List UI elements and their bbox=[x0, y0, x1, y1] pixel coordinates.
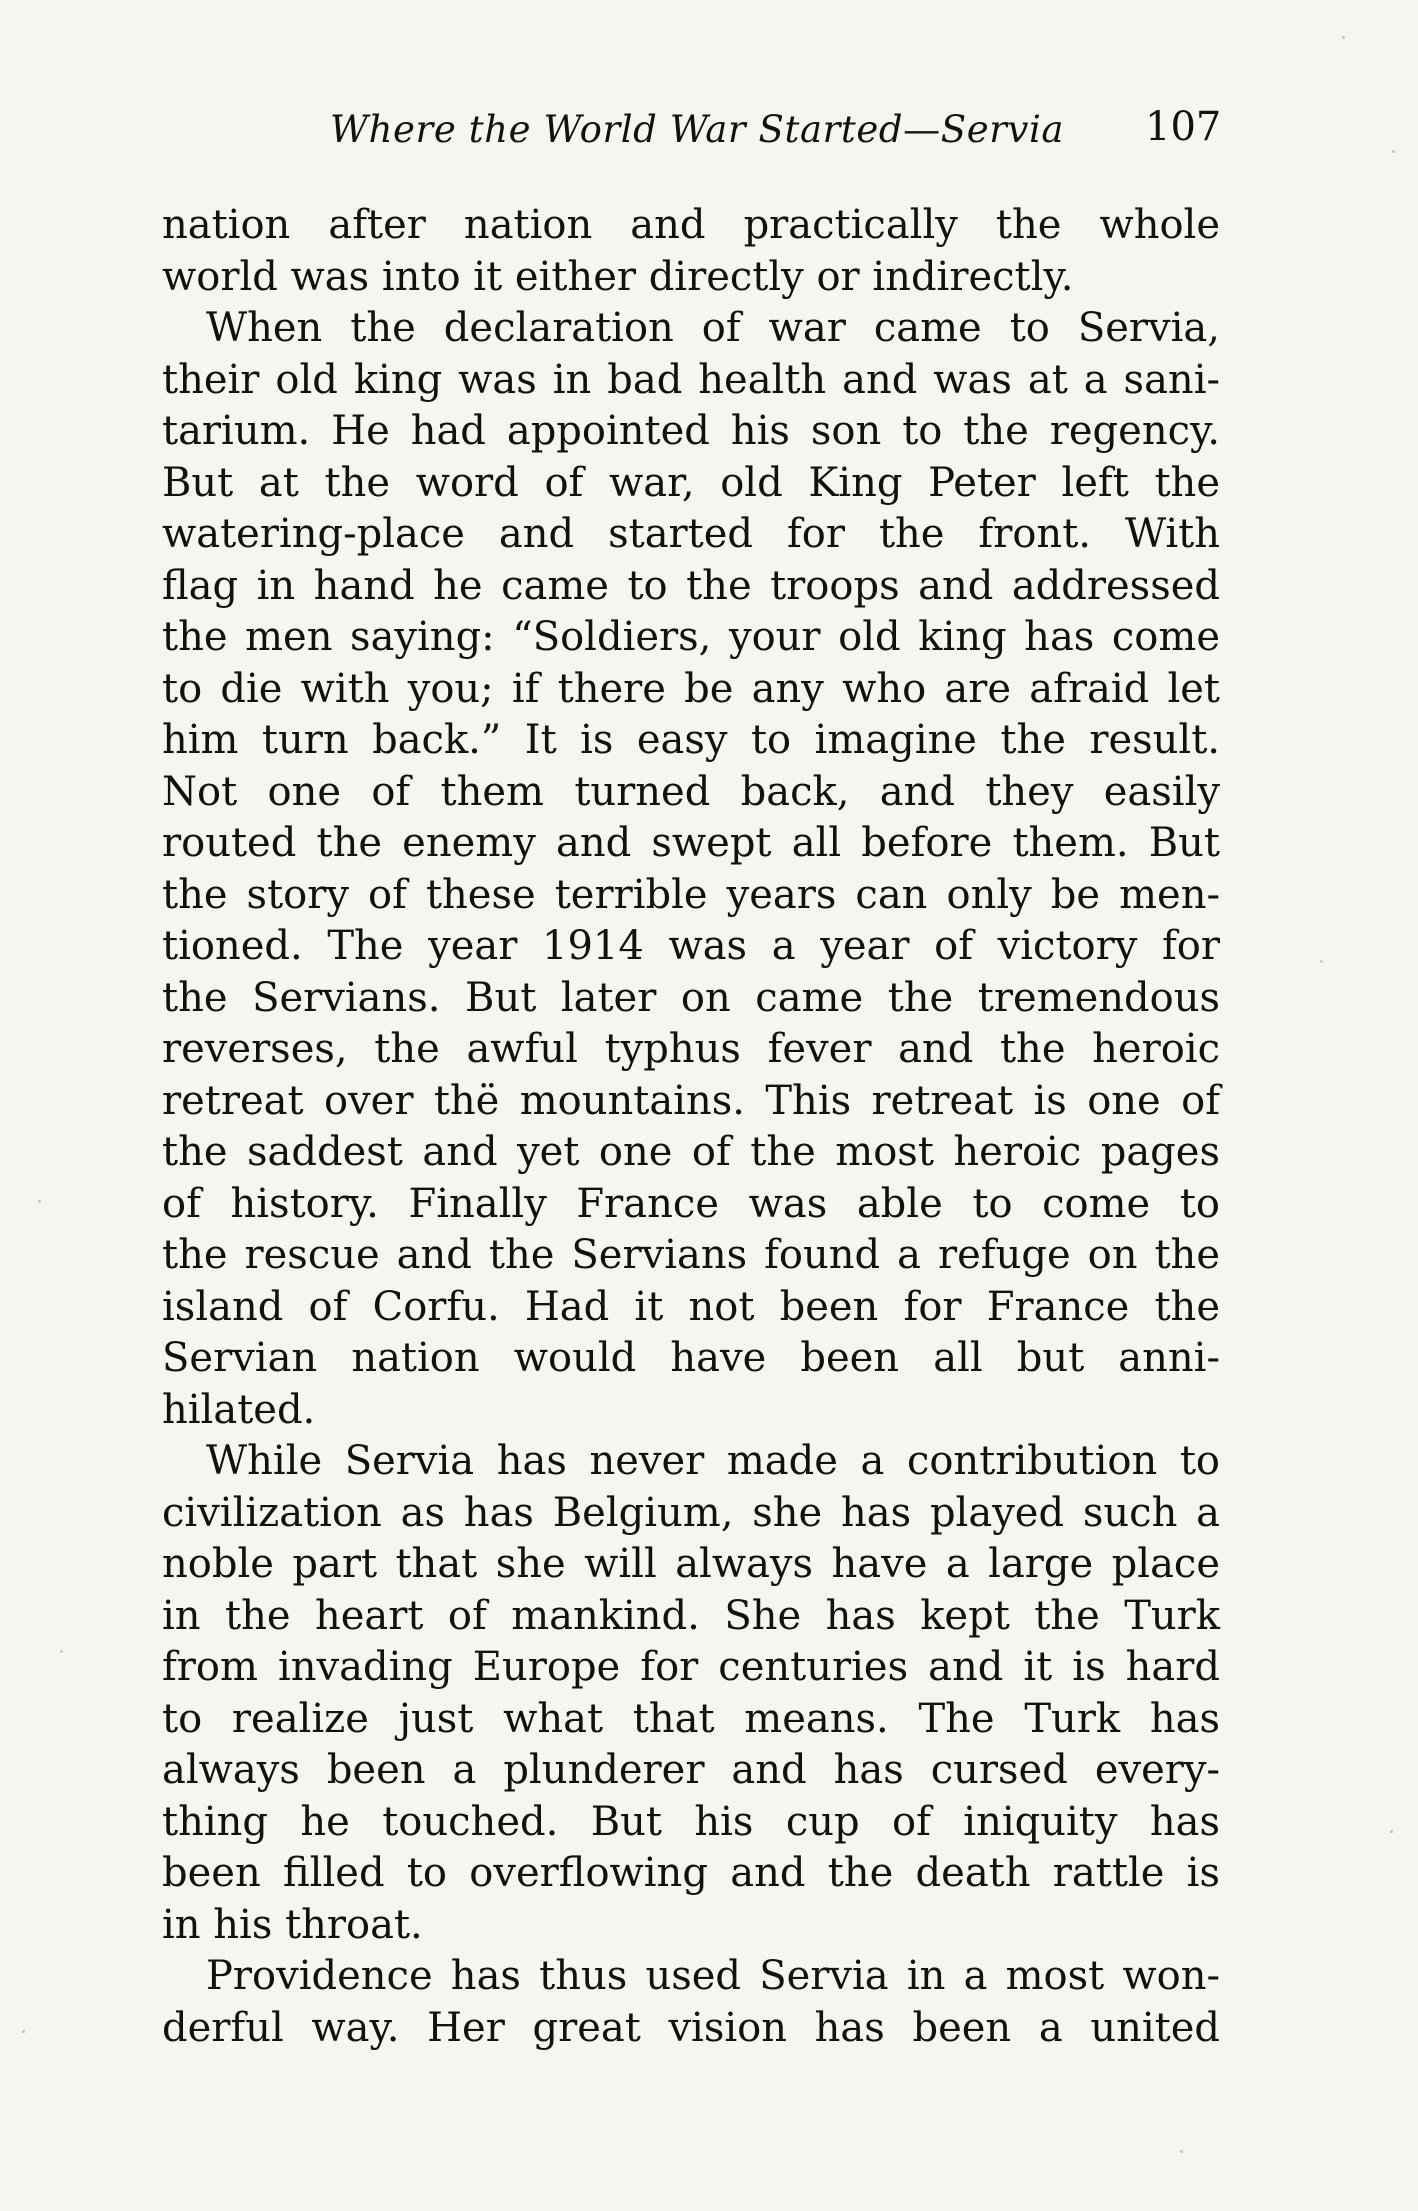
text-line: from invading Europe for centuries and it is hard bbox=[162, 1644, 1220, 1690]
text-line: in his throat. bbox=[162, 1901, 423, 1948]
text-line: retreat over thë mountains. This retreat is one of bbox=[162, 1077, 1220, 1124]
text-line: the Servians. But later on came the tremendous bbox=[162, 974, 1220, 1021]
text-line: Servian nation would have been all but anni- bbox=[162, 1335, 1220, 1381]
paper-speck bbox=[22, 2030, 25, 2033]
text-line: of history. Finally France was able to come to bbox=[162, 1180, 1220, 1227]
paper-speck bbox=[1342, 36, 1345, 39]
text-line: civilization as has Belgium, she has played such a bbox=[162, 1489, 1220, 1536]
text-line: island of Corfu. Had it not been for France the bbox=[162, 1283, 1220, 1330]
text-line: world was into it either directly or indirectly. bbox=[162, 253, 1074, 300]
page-number: 107 bbox=[1145, 104, 1222, 150]
text-line: When the declaration of war came to Servia, bbox=[206, 305, 1220, 351]
text-line: watering-place and started for the front. With bbox=[162, 511, 1220, 557]
text-line: But at the word of war, old King Peter left the bbox=[162, 459, 1220, 506]
text-line: While Servia has never made a contribution to bbox=[206, 1438, 1220, 1484]
text-line: derful way. Her great vision has been a united bbox=[162, 2004, 1220, 2051]
text-line: Providence has thus used Servia in a most won- bbox=[206, 1953, 1220, 1999]
running-title: Where the World War Started—Servia bbox=[330, 108, 1065, 151]
text-line: him turn back.” It is easy to imagine the result. bbox=[162, 717, 1220, 763]
text-line: been filled to overflowing and the death rattle is bbox=[162, 1850, 1220, 1896]
paper-speck bbox=[1390, 1830, 1393, 1833]
text-line: to die with you; if there be any who are afraid let bbox=[162, 665, 1220, 712]
text-line: tioned. The year 1914 was a year of victory for bbox=[162, 923, 1220, 969]
text-line: hilated. bbox=[162, 1386, 316, 1433]
text-line: always been a plunderer and has cursed every- bbox=[162, 1747, 1220, 1793]
paper-speck bbox=[1392, 150, 1395, 153]
text-line: flag in hand he came to the troops and addressed bbox=[162, 562, 1220, 609]
text-line: the saddest and yet one of the most heroic pages bbox=[162, 1129, 1220, 1175]
paper-speck bbox=[1320, 960, 1323, 963]
text-line: reverses, the awful typhus fever and the heroic bbox=[162, 1026, 1220, 1072]
text-line: Not one of them turned back, and they easily bbox=[162, 768, 1220, 815]
paper-speck bbox=[60, 1650, 63, 1653]
paper-speck bbox=[38, 1200, 41, 1203]
text-line: their old king was in bad health and was at a sani- bbox=[162, 356, 1220, 403]
text-line: the men saying: “Soldiers, your old king has come bbox=[162, 614, 1220, 660]
text-line: the story of these terrible years can only be men- bbox=[162, 871, 1220, 918]
text-line: noble part that she will always have a large place bbox=[162, 1541, 1220, 1587]
text-line: to realize just what that means. The Turk has bbox=[162, 1695, 1220, 1742]
text-line: the rescue and the Servians found a refuge on the bbox=[162, 1232, 1220, 1278]
text-line: in the heart of mankind. She has kept the Turk bbox=[162, 1592, 1220, 1639]
text-line: routed the enemy and swept all before them. But bbox=[162, 820, 1220, 866]
body-text bbox=[162, 200, 1220, 2054]
paper-speck bbox=[1180, 2150, 1183, 2153]
running-header bbox=[330, 104, 1230, 158]
text-line: thing he touched. But his cup of iniquity has bbox=[162, 1798, 1220, 1845]
text-line: tarium. He had appointed his son to the regency. bbox=[162, 408, 1220, 454]
text-line: nation after nation and practically the whole bbox=[162, 202, 1220, 248]
